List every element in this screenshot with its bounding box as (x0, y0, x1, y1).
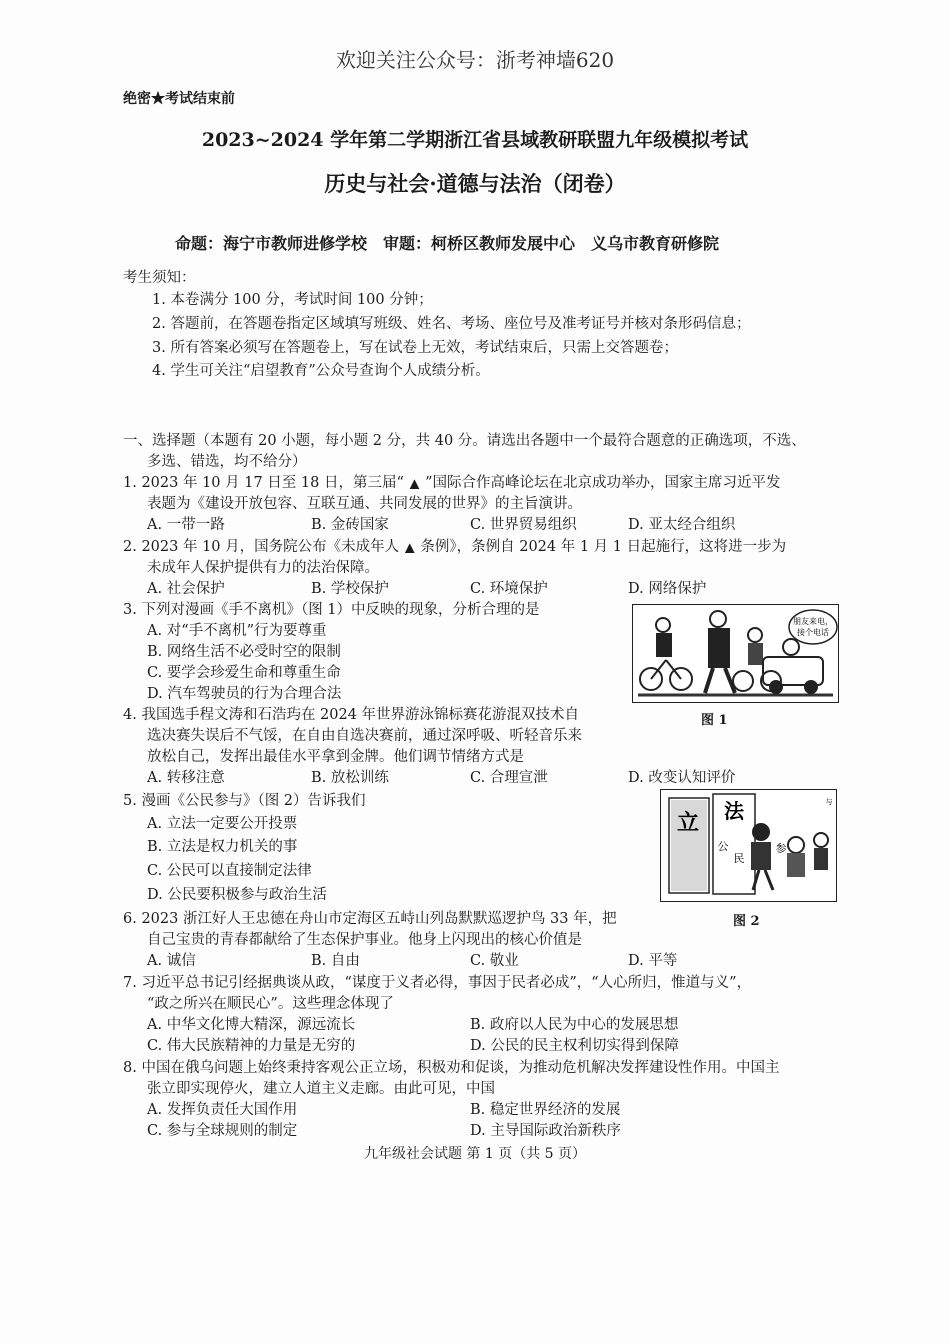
option-a: A. 一带一路 (147, 517, 225, 533)
secret-mark: 绝密★考试结束前 (123, 91, 235, 107)
option-a: A. 转移注意 (147, 770, 225, 786)
question-1-stem: 1. 2023 年 10 月 17 日至 18 日，第三届“ ▲ ”国际合作高峰论坛在北京成功举办，国家主席习近平发 (123, 475, 781, 491)
notice-item: 1. 本卷满分 100 分，考试时间 100 分钟； (152, 292, 433, 308)
option-d: D. 主导国际政治新秩序 (470, 1123, 621, 1139)
option-b: B. 政府以人民为中心的发展思想 (470, 1017, 679, 1033)
page-footer: 九年级社会试题 第 1 页（共 5 页） (363, 1146, 587, 1162)
sign-right-char: 法 (724, 799, 744, 823)
question-7-stem: 7. 习近平总书记引经据典谈从政，“谋度于义者必得，事因于民者必成”，“人心所归，惟道与义”， (123, 975, 752, 991)
answer-blank: ▲ (405, 540, 415, 554)
question-6-stem-cont: 自己宝贵的青春都献给了生态保护事业。他身上闪现出的核心价值是 (147, 932, 582, 948)
board-char: 参 (775, 842, 787, 855)
cartoon-phone-scene (633, 605, 838, 702)
cartoon-participation-scene (661, 790, 836, 901)
option-d: D. 公民要积极参与政治生活 (147, 887, 327, 903)
option-a: A. 中华文化博大精深，源远流长 (147, 1017, 356, 1033)
question-4-stem-cont: 放松自己，发挥出最佳水平拿到金牌。他们调节情绪方式是 (147, 749, 524, 765)
figure-2-caption: 图 2 (733, 914, 760, 929)
option-c: C. 要学会珍爱生命和尊重生命 (147, 665, 341, 681)
option-a: A. 发挥负责任大国作用 (147, 1102, 298, 1118)
section-heading-cont: 多选、错选，均不给分） (147, 454, 307, 470)
board-char: 民 (733, 852, 745, 865)
option-d: D. 网络保护 (628, 581, 707, 597)
option-c: C. 世界贸易组织 (470, 517, 577, 533)
exam-title: 2023~2024 学年第二学期浙江省县域教研联盟九年级模拟考试 (201, 129, 749, 151)
option-a: A. 立法一定要公开投票 (147, 816, 298, 832)
option-b: B. 放松训练 (311, 770, 389, 786)
option-c: C. 伟大民族精神的力量是无穷的 (147, 1038, 356, 1054)
notice-item: 4. 学生可关注“启望教育”公众号查询个人成绩分析。 (152, 363, 490, 379)
option-d: D. 汽车驾驶员的行为合理合法 (147, 686, 342, 702)
option-c: C. 参与全球规则的制定 (147, 1123, 298, 1139)
option-c: C. 环境保护 (470, 581, 548, 597)
sign-left-char: 立 (676, 810, 700, 836)
question-8-stem-cont: 张立即实现停火，建立人道主义走廊。由此可见，中国 (147, 1081, 495, 1097)
bubble-line-2: 接个电话 (797, 628, 829, 637)
option-a: A. 对“手不离机”行为要尊重 (147, 623, 327, 639)
option-a: A. 诚信 (147, 953, 196, 969)
option-c: C. 敬业 (470, 953, 519, 969)
option-b: B. 稳定世界经济的发展 (470, 1102, 621, 1118)
subject-title: 历史与社会·道德与法治（闭卷） (324, 171, 626, 196)
option-b: B. 立法是权力机关的事 (147, 839, 298, 855)
option-d: D. 公民的民主权利切实得到保障 (470, 1038, 679, 1054)
option-d: D. 改变认知评价 (628, 770, 736, 786)
notice-item: 3. 所有答案必须写在答题卷上，写在试卷上无效，考试结束后，只需上交答题卷； (152, 340, 678, 356)
notice-item: 2. 答题前，在答题卷指定区域填写班级、姓名、考场、座位号及准考证号并核对条形码信息； (152, 316, 751, 332)
answer-blank: ▲ (409, 476, 420, 490)
authors-line: 命题：海宁市教师进修学校 审题：柯桥区教师发展中心 义乌市教育研修院 (175, 234, 720, 253)
option-c: C. 合理宣泄 (470, 770, 548, 786)
question-2-stem-cont: 未成年人保护提供有力的法治保障。 (147, 560, 379, 576)
option-a: A. 社会保护 (147, 581, 225, 597)
question-5-stem: 5. 漫画《公民参与》（图 2）告诉我们 (123, 793, 366, 809)
option-b: B. 金砖国家 (311, 517, 389, 533)
question-6-stem: 6. 2023 浙江好人王忠德在舟山市定海区五峙山列岛默默巡逻护鸟 33 年，把 (123, 911, 617, 927)
question-8-stem: 8. 中国在俄乌问题上始终秉持客观公正立场，积极劝和促谈，为推动危机解决发挥建设性作用。中国主 (123, 1060, 780, 1076)
option-b: B. 自由 (311, 953, 360, 969)
question-1-stem-cont: 表题为《建设开放包容、互联互通、共同发展的世界》的主旨演讲。 (147, 496, 582, 512)
corner-mark: 与 (825, 798, 833, 806)
question-3-stem: 3. 下列对漫画《手不离机》（图 1）中反映的现象，分析合理的是 (123, 602, 540, 618)
bubble-line-1: 朋友来电， (793, 617, 833, 626)
option-b: B. 学校保护 (311, 581, 389, 597)
option-b: B. 网络生活不必受时空的限制 (147, 644, 341, 660)
figure-2-cartoon (660, 789, 837, 902)
board-char: 公 (717, 840, 729, 853)
option-d: D. 平等 (628, 953, 678, 969)
figure-1-caption: 图 1 (701, 713, 728, 728)
question-2-stem: 2. 2023 年 10 月，国务院公布《未成年人 ▲ 条例》，条例自 2024 年 1 月 1 日起施行，这将进一步为 (123, 539, 787, 555)
option-d: D. 亚太经合组织 (628, 517, 736, 533)
question-4-stem: 4. 我国选手程文涛和石浩玙在 2024 年世界游泳锦标赛花游混双技术自 (123, 707, 580, 723)
option-c: C. 公民可以直接制定法律 (147, 863, 312, 879)
section-heading: 一、选择题（本题有 20 小题，每小题 2 分，共 40 分。请选出各题中一个最符合题意的正确选项，不选、 (123, 433, 806, 449)
figure-1-cartoon (632, 604, 839, 703)
question-4-stem-cont: 选决赛失误后不气馁，在自由自选决赛前，通过深呼吸、听轻音乐来 (147, 728, 582, 744)
header-note: 欢迎关注公众号：浙考神墙620 (335, 48, 615, 72)
question-7-stem-cont: “政之所兴在顺民心”。这些理念体现了 (147, 996, 394, 1012)
notice-heading: 考生须知： (123, 270, 196, 286)
